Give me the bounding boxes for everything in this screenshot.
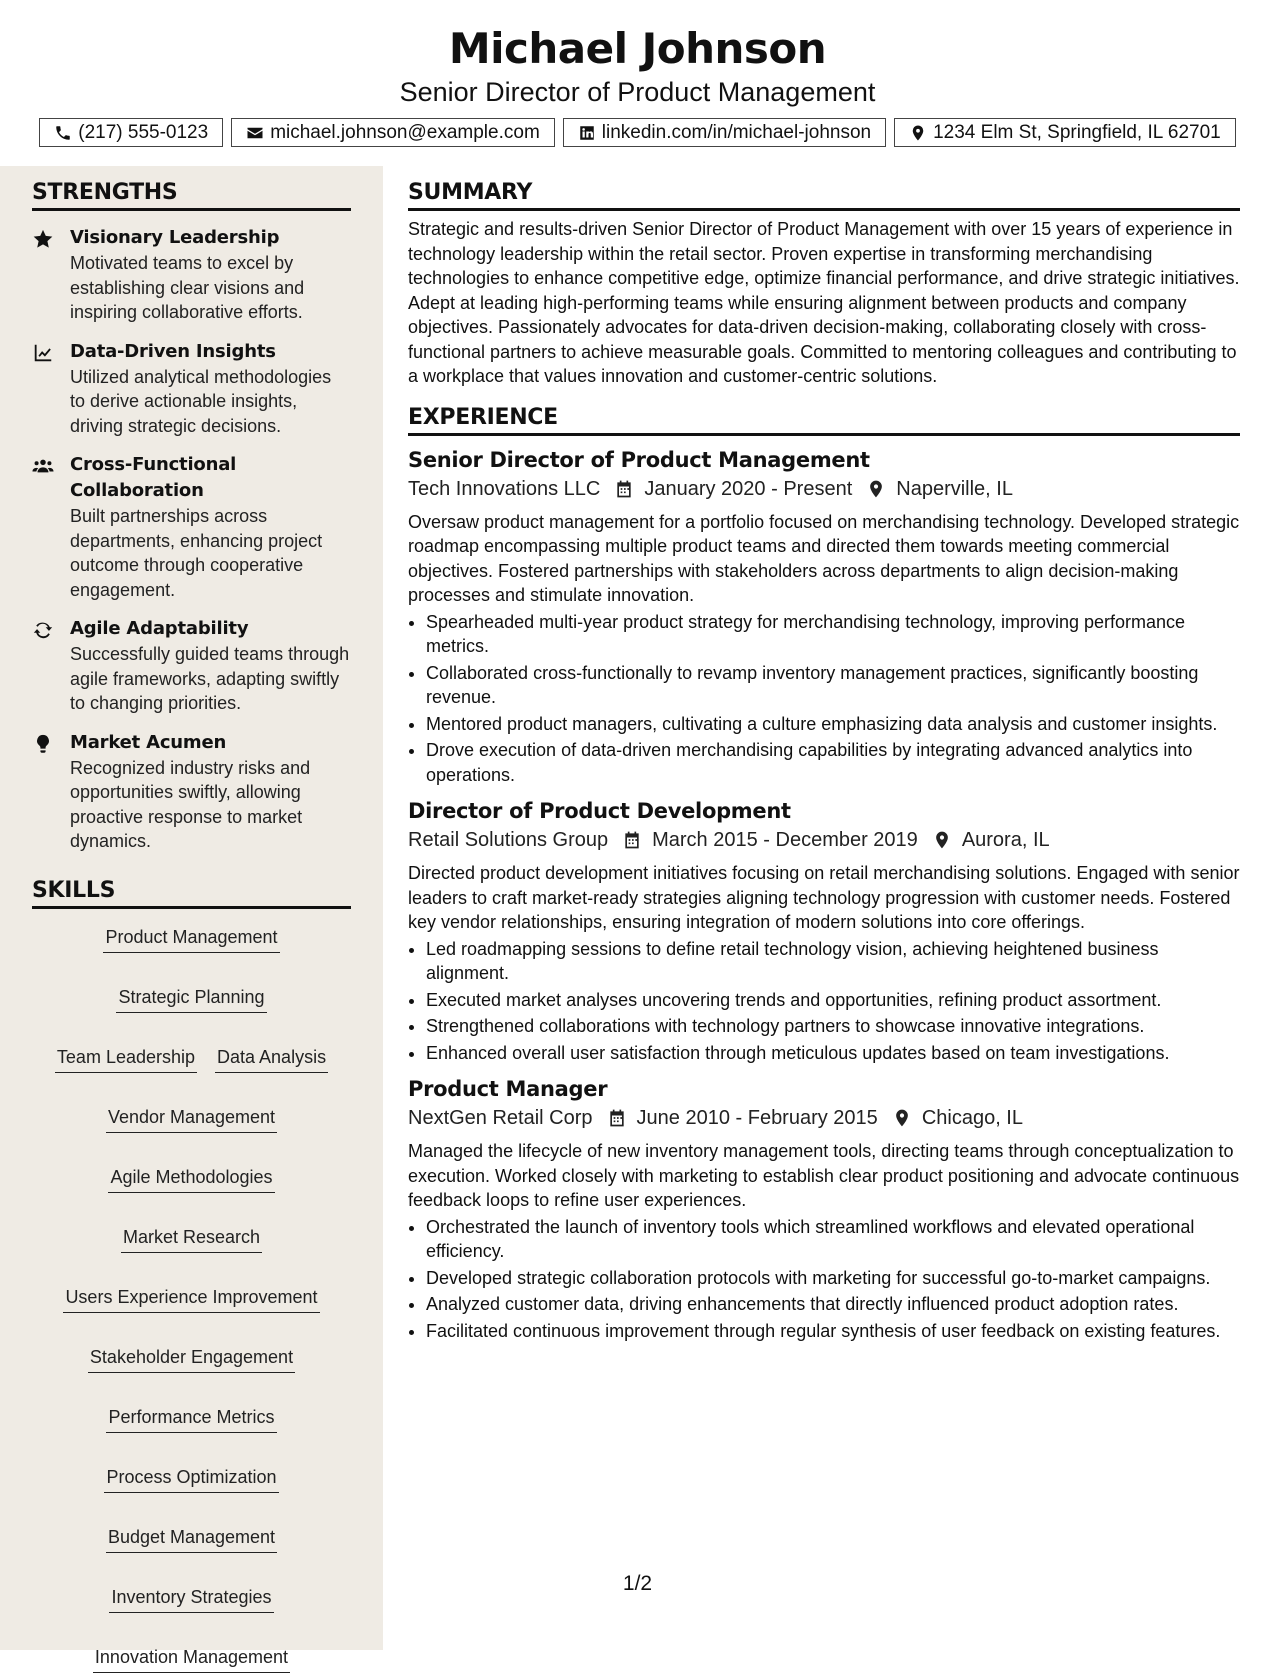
experience-section [408,405,1240,1344]
job-bullet: • Mentored product managers, cultivating a culture emphasizing data analysis and customer insights. [426,712,1240,737]
job-location: Aurora, IL [961,829,1050,851]
phone-icon [54,124,72,142]
job-bullets [408,610,1240,788]
star-icon [32,228,54,250]
strength-item [32,452,351,602]
job-company: NextGen Retail Corp [408,1107,593,1129]
job-bullets [408,1215,1240,1344]
skills-list [32,925,351,1673]
job-description: Directed product development initiatives focusing on retail merchandising solutions. Engaged with senior leaders to craft market-ready strategies aligning technology progression with customer needs. Fostered key vendor relationships, ensuring integration of modern solutions into core offerings. [408,863,1240,932]
job-bullet: • Strengthened collaborations with technology partners to showcase innovative integrations. [426,1014,1240,1039]
strength-item [32,616,351,716]
contact-phone-text: (217) 555-0123 [78,121,209,143]
job-dates: June 2010 - February 2015 [636,1107,878,1129]
strengths-section [32,180,351,854]
summary-heading: SUMMARY [408,180,1240,211]
job-description: Managed the lifecycle of new inventory management tools, directing teams through conceptualization to execution. Worked closely with marketing to establish clear product positioning and advocate continuous feedback loops to refine user experiences. [408,1141,1240,1210]
map-marker-icon [892,1108,912,1128]
strength-title: Data-Driven Insights [70,340,276,362]
strength-title: Visionary Leadership [70,227,280,248]
strength-description: Successfully guided teams through agile frameworks, adapting swiftly to changing priorities. [70,644,350,713]
job-entry [408,797,1240,1065]
calendar-icon [607,1108,627,1128]
contact-phone[interactable] [39,118,223,147]
job-meta [408,1103,1240,1133]
strength-description: Built partnerships across departments, enhancing project outcome through cooperative engagement. [70,506,323,600]
strength-item [32,339,351,439]
strength-item [32,225,351,325]
skill-tag: Agile Methodologies [108,1165,274,1193]
map-marker-icon [909,124,927,142]
job-entry [408,1075,1240,1343]
job-company: Retail Solutions Group [408,829,609,851]
job-location: Chicago, IL [921,1107,1023,1129]
job-company: Tech Innovations LLC [408,477,601,500]
job-bullet: • Spearheaded multi-year product strategy for merchandising technology, improving performance metrics. [426,610,1240,659]
candidate-name: Michael Johnson [448,24,827,73]
contact-email[interactable] [231,118,555,147]
contact-linkedin-text: linkedin.com/in/michael-johnson [601,121,872,143]
skill-tag: Performance Metrics [106,1405,276,1433]
skill-tag: Process Optimization [104,1465,278,1493]
skill-tag: Budget Management [106,1525,277,1553]
skills-section [32,878,351,1673]
strength-title: Cross-Functional Collaboration [70,454,237,501]
job-entry [408,446,1240,788]
job-title: Product Manager [408,1077,608,1101]
skill-tag: Market Research [121,1225,262,1253]
skill-tag: Product Management [103,925,279,953]
summary-text: Strategic and results-driven Senior Director of Product Management with over 15 years of experience in technology leadership within the retail sector. Proven expertise in transforming merchandising technologies to enhance competitive edge, optimize financial performance, and drive strategic initiatives. Adept at leading high-performing teams while ensuring alignment between products and company objectives. Passionately advocates for data-driven decision-making, collaborating closely with cross-functional partners to achieve measurable goals. Committed to mentoring colleagues and contributing to a workplace that values innovation and customer-centric solutions. [408,219,1240,386]
strength-description: Utilized analytical methodologies to derive actionable insights, driving strategic decisions. [70,366,332,436]
job-bullet: • Developed strategic collaboration protocols with marketing for successful go-to-market campaigns. [426,1266,1240,1291]
chart-line-icon [32,342,54,364]
strength-title: Agile Adaptability [70,618,249,639]
calendar-icon [614,479,634,499]
job-dates: January 2020 - Present [644,477,853,500]
page-number: 1/2 [622,1572,653,1595]
contact-bar [0,118,1275,147]
strength-description: Motivated teams to excel by establishing clear visions and inspiring collaborative efforts. [70,253,305,322]
sync-icon [32,619,54,641]
contact-address[interactable] [894,118,1236,147]
job-bullet: • Enhanced overall user satisfaction through meticulous updates based on team investigations. [426,1041,1240,1066]
resume-header [0,0,1275,166]
job-dates: March 2015 - December 2019 [652,829,918,851]
experience-heading: EXPERIENCE [408,405,1240,436]
job-bullets [408,937,1240,1066]
main-content [408,166,1240,1345]
strength-description: Recognized industry risks and opportunities swiftly, allowing proactive response to market dynamics. [70,757,311,851]
strength-item [32,730,351,854]
skill-tag: Inventory Strategies [109,1585,273,1613]
skill-tag: Vendor Management [106,1105,277,1133]
job-description: Oversaw product management for a portfolio focused on merchandising technology. Developed strategic roadmap encompassing multiple product teams and directed them towards meeting commercial objectives. Fostered partnerships with stakeholders across departments to align decision-making processes and stimulate innovation. [408,511,1240,605]
summary-section [408,180,1240,389]
envelope-icon [246,124,264,142]
job-bullet: • Collaborated cross-functionally to revamp inventory management practices, significantly boosting revenue. [426,661,1240,710]
linkedin-icon [578,124,596,142]
job-title: Director of Product Development [408,799,791,823]
job-bullet: • Analyzed customer data, driving enhancements that directly influenced product adoption rates. [426,1292,1240,1317]
skill-tag: Users Experience Improvement [63,1285,319,1313]
map-marker-icon [866,479,886,499]
job-title: Senior Director of Product Management [408,447,870,472]
job-meta [408,474,1240,504]
job-bullet: • Orchestrated the launch of inventory tools which streamlined workflows and elevated operational efficiency. [426,1215,1240,1264]
calendar-icon [622,830,642,850]
skill-tag: Strategic Planning [116,985,266,1013]
contact-linkedin[interactable] [563,118,886,147]
map-marker-icon [932,830,952,850]
job-bullet: • Facilitated continuous improvement through regular synthesis of user feedback on existing features. [426,1319,1240,1344]
job-bullet: • Drove execution of data-driven merchandising capabilities by integrating advanced analytics into operations. [426,738,1240,787]
contact-email-text: michael.johnson@example.com [270,121,540,143]
job-bullet: • Executed market analyses uncovering trends and opportunities, refining product assortment. [426,988,1240,1013]
users-icon [32,455,54,477]
job-location: Naperville, IL [896,477,1013,500]
strength-title: Market Acumen [70,731,227,753]
job-bullet: • Led roadmapping sessions to define retail technology vision, achieving heightened business alignment. [426,937,1240,986]
skill-tag: Data Analysis [215,1045,328,1073]
sidebar [0,166,383,1667]
job-meta [408,825,1240,855]
lightbulb-icon [32,733,54,755]
candidate-title: Senior Director of Product Management [399,77,876,107]
strengths-heading: STRENGTHS [32,180,351,211]
contact-address-text: 1234 Elm St, Springfield, IL 62701 [933,121,1221,143]
skills-heading: SKILLS [32,878,351,909]
skill-tag: Innovation Management [93,1645,290,1673]
skill-tag: Stakeholder Engagement [88,1345,295,1373]
skill-tag: Team Leadership [55,1045,197,1073]
